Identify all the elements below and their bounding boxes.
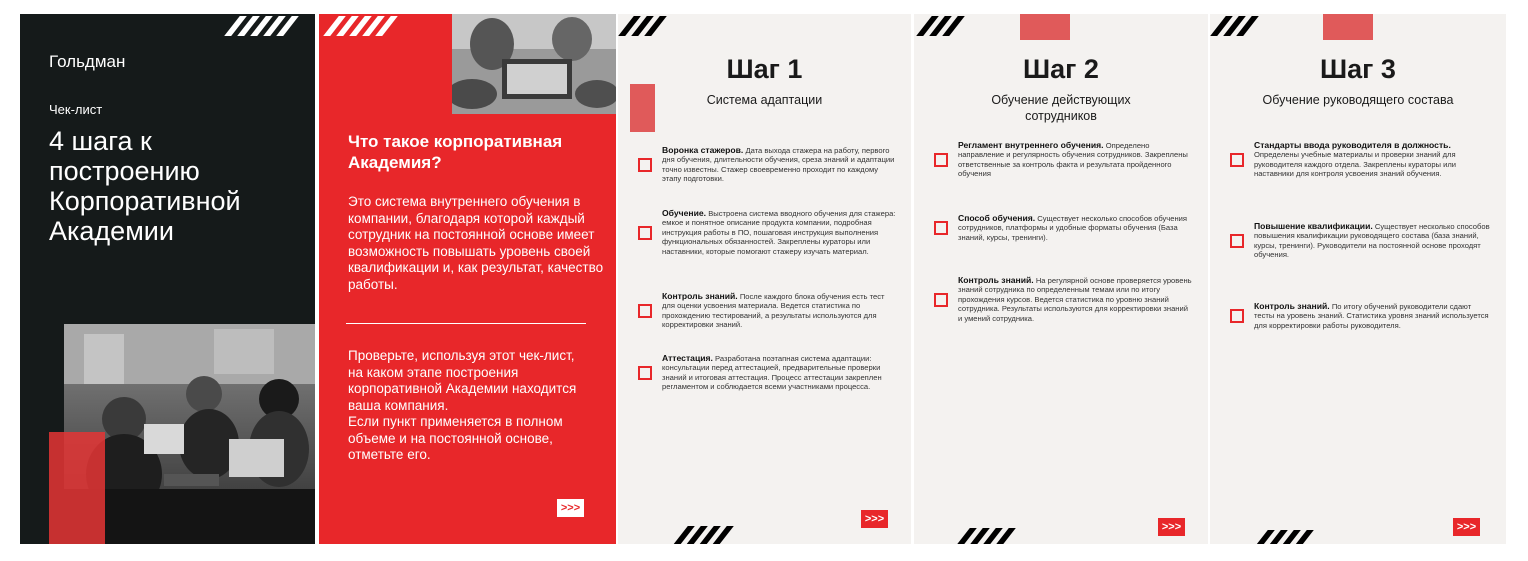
item-description: На регулярной основе проверяется уровень знаний сотрудника по определенным темам или по итогу прохождения курсов. Ведется статистика по уровню знаний сотрудника. Результаты используются для корректировки знаний и умений сотрудника.: [958, 276, 1192, 323]
checkbox[interactable]: [638, 304, 652, 318]
checkbox[interactable]: [1230, 153, 1244, 167]
item-title: Контроль знаний.: [1254, 301, 1330, 311]
checkbox[interactable]: [934, 293, 948, 307]
item-text: [662, 354, 896, 392]
checkbox[interactable]: [638, 158, 652, 172]
red-accent-block: [1020, 14, 1070, 40]
item-title: Стандарты ввода руководителя в должность.: [1254, 140, 1451, 150]
checklist-label: Чек-лист: [49, 102, 103, 117]
item-title: Аттестация.: [662, 353, 713, 363]
item-text: [958, 276, 1193, 323]
next-button[interactable]: >>>: [557, 499, 584, 517]
cover-title: 4 шага к построению Корпоративной Академии: [49, 126, 241, 246]
divider: [346, 323, 586, 324]
item-description: Существует несколько способов повышения квалификации руководящего состава (база знаний, курсы, тренинги). Руководители на постоянной основе проходят обучения.: [1254, 222, 1490, 260]
stripes-decoration: [331, 16, 390, 36]
item-description: Дата выхода стажера на работу, первого дня обучения, длительности обучения, среза знаний и адаптации точно известны. Стажер своевременно проходит по каждому этапу подготовки.: [662, 146, 895, 184]
instruction-paragraph-1: Проверьте, используя этот чек-лист, на каком этапе построения корпоративной Академии находится ваша компания.: [348, 348, 577, 413]
step-number: Шаг 1: [726, 54, 803, 84]
item-text: [1254, 141, 1491, 179]
item-title: Повышение квалификации.: [1254, 221, 1373, 231]
step-subtitle: Обучение руководящего состава: [1262, 93, 1454, 107]
step-2-slide: [914, 14, 1208, 544]
stripes-decoration: [680, 526, 726, 544]
item-text: [662, 146, 896, 184]
checklist-item[interactable]: [1230, 302, 1491, 330]
checklist-item[interactable]: [934, 214, 1193, 242]
item-description: Разработана поэтапная система адаптации: консультации перед аттестацией, предварительные проверки знаний и итоговая аттестация. Процесс аттестации закреплен регламентом и соблюдается всеми участниками процесса.: [662, 354, 882, 392]
stripes-decoration: [1260, 530, 1306, 544]
item-description: Выстроена система вводного обучения для стажера: емкое и понятное описание продукта компании, подробная инструкция работы в ПО, пошаговая инструкция выполнения функциональных обязанностей. Закреплены кураторы или наставники, которые помогают стажеру изучать материал.: [662, 209, 896, 256]
intro-slide: [319, 14, 616, 544]
item-description: Определено направление и регулярность обучения сотрудников. Закреплены ответственные за контроль факта и результата пройденного обучения: [958, 141, 1188, 179]
next-button[interactable]: >>>: [1158, 518, 1185, 536]
next-button[interactable]: >>>: [1453, 518, 1480, 536]
step-subtitle: Система адаптации: [706, 93, 823, 107]
checklist-item[interactable]: [934, 141, 1193, 179]
item-description: По итогу обучений руководители сдают тесты на уровень знаний. Статистика уровня знаний используется для корректировки работы руководителя.: [1254, 302, 1489, 330]
step-number: Шаг 3: [1320, 54, 1396, 84]
brand-name: Гольдман: [49, 52, 126, 71]
intro-paragraph: Это система внутреннего обучения в компании, благодаря которой каждый сотрудник на постоянной основе имеет возможность повышать уровень своей квалификации и, как результат, качество работы.: [348, 194, 604, 292]
cover-slide: [20, 14, 315, 544]
stripes-decoration: [626, 16, 659, 36]
checklist-item[interactable]: [934, 276, 1193, 323]
stripes-decoration: [962, 528, 1008, 544]
intro-heading: Что такое корпоративная Академия?: [348, 132, 563, 172]
step-3-slide: [1210, 14, 1506, 544]
item-text: [958, 141, 1193, 179]
checkbox[interactable]: [1230, 309, 1244, 323]
red-accent-block: [49, 432, 105, 544]
red-accent-block: [1323, 14, 1373, 40]
checkbox[interactable]: [934, 221, 948, 235]
instruction-paragraph-2: Если пункт применяется в полном объеме и на постоянной основе, отметьте его.: [348, 414, 563, 462]
stripes-decoration: [1218, 16, 1251, 36]
item-title: Обучение.: [662, 208, 707, 218]
laptop-photo: [452, 14, 616, 114]
checklist-item[interactable]: [638, 209, 896, 256]
item-text: [662, 209, 896, 256]
item-text: [1254, 302, 1491, 330]
item-text: [1254, 222, 1491, 260]
step-subtitle: Обучение действующих сотрудников: [991, 93, 1131, 123]
item-description: Определены учебные материалы и проверки знаний для руководителя каждого отдела. Закреплены кураторы или наставники для контроля усвоения знаний обучения.: [1254, 150, 1457, 179]
instruction-text: [348, 348, 588, 464]
checklist-item[interactable]: [638, 292, 896, 330]
checklist-item[interactable]: [638, 146, 896, 184]
stripes-decoration: [924, 16, 957, 36]
item-text: [958, 214, 1193, 242]
item-text: [662, 292, 896, 330]
checklist-item[interactable]: [1230, 141, 1491, 179]
checkbox[interactable]: [934, 153, 948, 167]
step-1-slide: [618, 14, 911, 544]
item-title: Контроль знаний.: [662, 291, 738, 301]
item-description: Существует несколько способов обучения сотрудников, платформы и удобные форматы обучения (База знаний, курсы, тренинги).: [958, 214, 1188, 242]
item-description: После каждого блока обучения есть тест для оценки усвоения материала. Ведется статистика по прохождению тестирований, а результаты используются для корректировки знаний.: [662, 292, 885, 330]
next-button[interactable]: >>>: [861, 510, 888, 528]
checklist-item[interactable]: [1230, 222, 1491, 260]
checkbox[interactable]: [638, 366, 652, 380]
step-number: Шаг 2: [1023, 54, 1099, 84]
stripes-decoration: [232, 16, 291, 36]
item-title: Способ обучения.: [958, 213, 1036, 223]
item-title: Контроль знаний.: [958, 275, 1034, 285]
checklist-item[interactable]: [638, 354, 896, 392]
item-title: Регламент внутреннего обучения.: [958, 140, 1104, 150]
item-title: Воронка стажеров.: [662, 145, 744, 155]
checkbox[interactable]: [638, 226, 652, 240]
checkbox[interactable]: [1230, 234, 1244, 248]
